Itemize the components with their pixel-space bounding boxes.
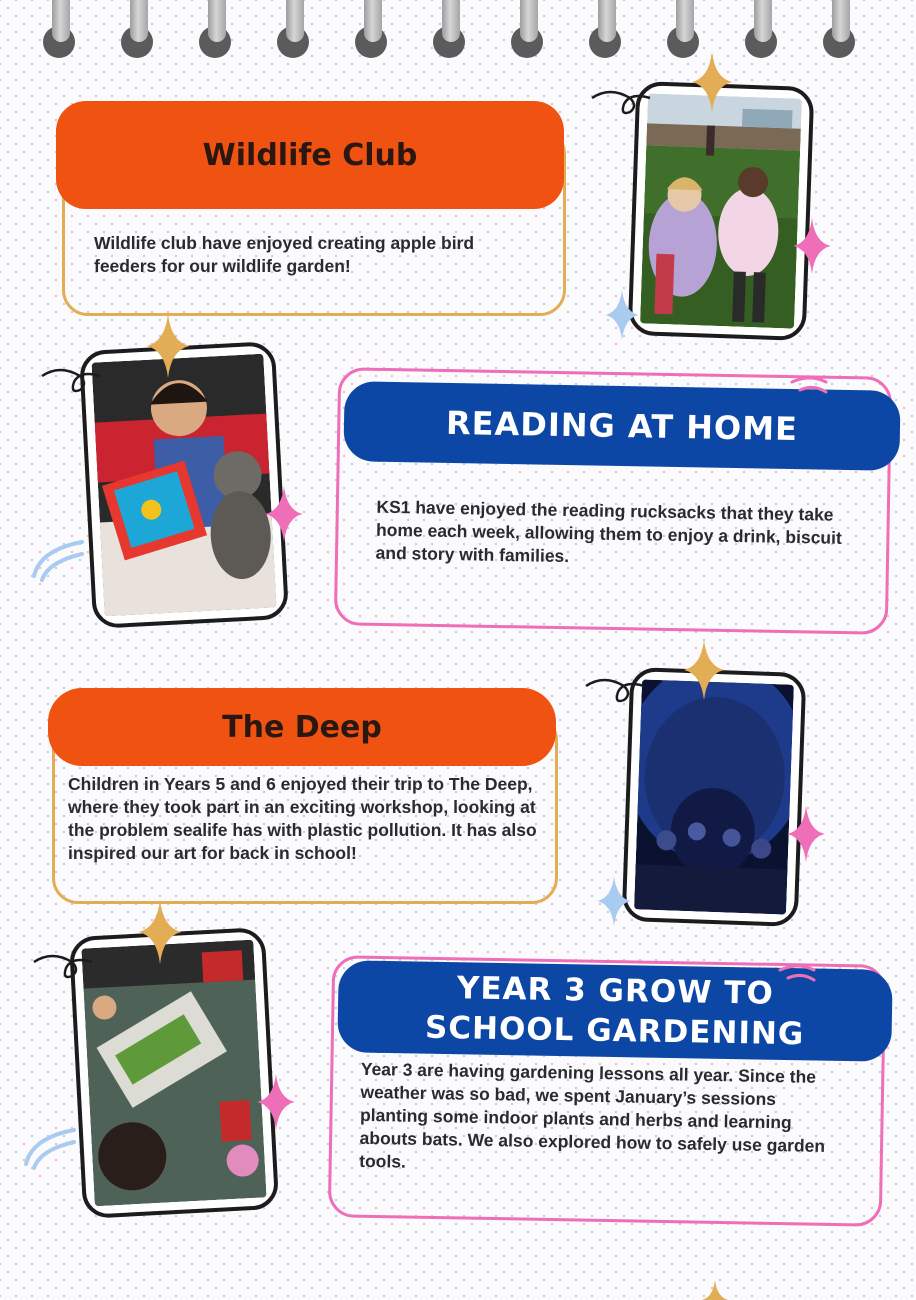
blue-sparkle-icon xyxy=(596,876,632,926)
pink-sparkle-icon xyxy=(264,486,304,542)
binding-ring xyxy=(286,0,304,42)
blue-sparkle-icon xyxy=(604,290,640,340)
swoosh-doodle-icon xyxy=(22,1124,78,1170)
gardening-title-line-1: YEAR 3 GROW TO xyxy=(456,970,775,1012)
gold-sparkle-icon xyxy=(138,900,182,964)
curl-doodle-icon xyxy=(20,950,106,990)
reading-at-home-title: READING AT HOME xyxy=(445,403,799,449)
binding-ring xyxy=(52,0,70,42)
binding-ring xyxy=(130,0,148,42)
binding-ring xyxy=(364,0,382,42)
curl-doodle-icon xyxy=(590,86,652,126)
gardening-photo xyxy=(81,940,266,1207)
binding-ring xyxy=(832,0,850,42)
spiral-binding xyxy=(0,0,916,70)
gold-sparkle-icon xyxy=(684,640,724,700)
pink-swoosh-icon xyxy=(778,962,818,990)
reading-at-home-text: KS1 have enjoyed the reading rucksacks that they take home each week, allowing them to enjoy a drink, biscuit and story with families. xyxy=(375,496,842,567)
reading-photo xyxy=(91,354,276,617)
the-deep-title: The Deep xyxy=(222,709,382,745)
binding-ring xyxy=(598,0,616,42)
wildlife-photo xyxy=(640,93,802,328)
the-deep-photo xyxy=(634,679,794,914)
pink-sparkle-icon xyxy=(792,218,832,274)
gold-sparkle-icon xyxy=(700,1280,730,1300)
binding-ring xyxy=(520,0,538,42)
wildlife-club-title-banner xyxy=(56,101,564,209)
pink-sparkle-icon xyxy=(786,806,826,862)
pink-swoosh-icon xyxy=(790,374,830,402)
gold-sparkle-icon xyxy=(146,314,190,378)
binding-ring xyxy=(676,0,694,42)
binding-ring xyxy=(754,0,772,42)
gardening-title-line-2: SCHOOL GARDENING xyxy=(424,1009,805,1053)
pink-sparkle-icon xyxy=(256,1074,296,1130)
binding-ring xyxy=(442,0,460,42)
wildlife-club-title: Wildlife Club xyxy=(202,137,418,173)
wildlife-photo-frame xyxy=(628,81,815,341)
gardening-text: Year 3 are having gardening lessons all year. Since the weather was so bad, we spent January’s sessions planting some indoor plants and herbs and learning abouts bats. We also explored how to safely use garden tools. xyxy=(359,1058,826,1172)
the-deep-text: Children in Years 5 and 6 enjoyed their trip to The Deep, where they took part in an exciting workshop, looking at the problem sealife has with plastic pollution. It has also inspired our art for back in school! xyxy=(68,774,537,863)
the-deep-title-banner xyxy=(48,688,556,766)
the-deep-photo-frame xyxy=(622,667,807,927)
wildlife-club-text: Wildlife club have enjoyed creating apple bird feeders for our wildlife garden! xyxy=(94,233,475,276)
binding-ring xyxy=(208,0,226,42)
swoosh-doodle-icon xyxy=(30,536,86,582)
gold-sparkle-icon xyxy=(692,52,732,112)
curl-doodle-icon xyxy=(28,364,114,404)
curl-doodle-icon xyxy=(584,674,646,714)
